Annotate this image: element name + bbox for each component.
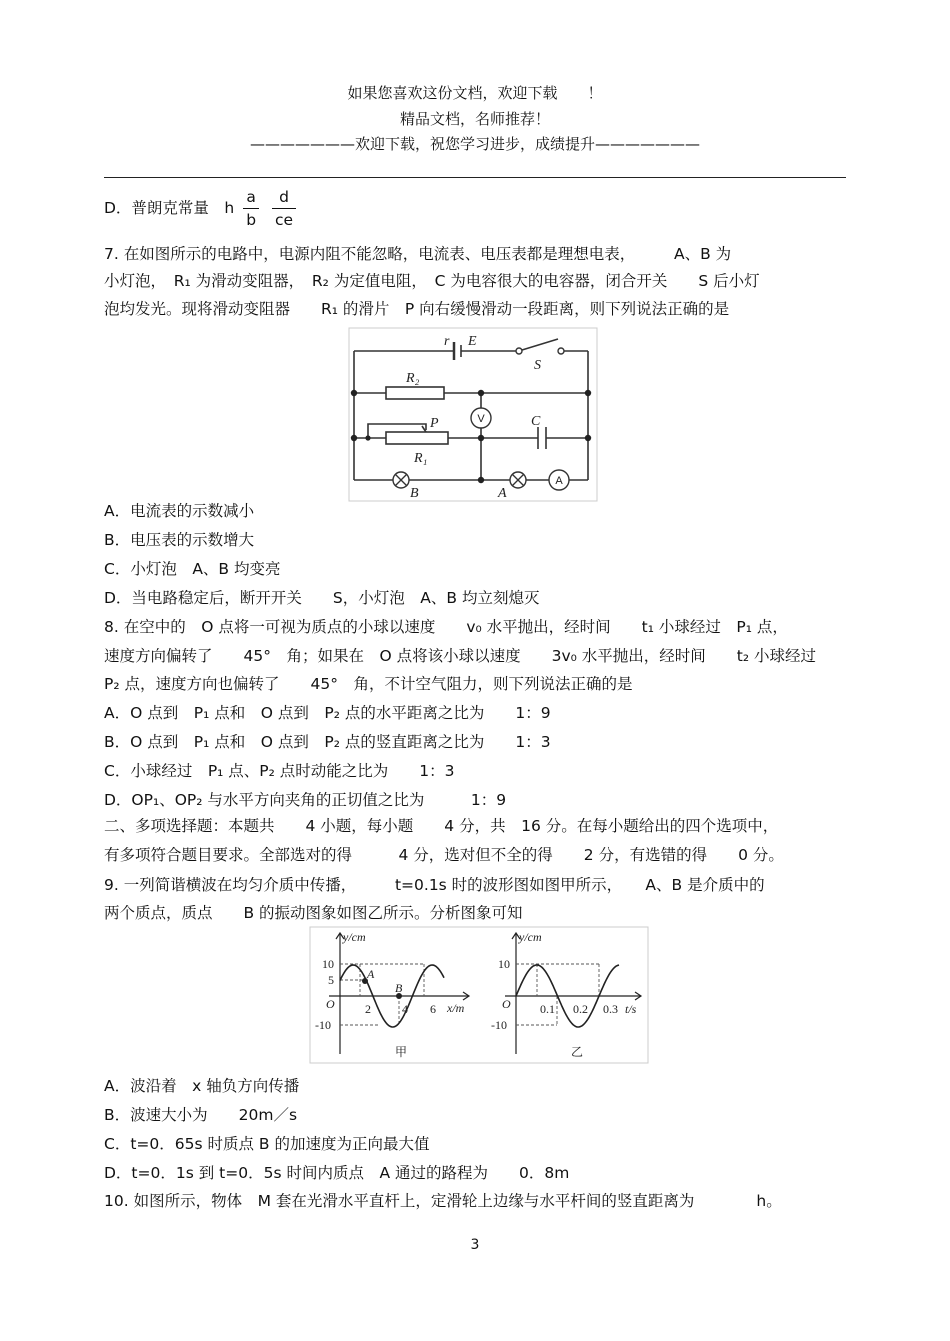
yi-origin: O xyxy=(502,997,511,1011)
yi-tick-02: 0.2 xyxy=(573,1002,588,1016)
jia-caption: 甲 xyxy=(395,1045,408,1059)
label-R2: R₂ xyxy=(406,371,420,386)
label-R1: R₁ xyxy=(414,451,428,466)
jia-label-B: B xyxy=(395,981,403,995)
q7-option-c: C．小灯泡 A、B 均变亮 xyxy=(104,560,281,578)
jia-tick-10: 10 xyxy=(322,957,334,971)
q7-option-b: B．电压表的示数增大 xyxy=(104,531,255,549)
q8-line-2: 速度方向偏转了 45° 角；如果在 O 点将该小球以速度 3v₀ 水平抛出，经时间 t₂ 小球经过 xyxy=(104,647,816,665)
fraction-a-over-b: $\frac{a}{b}$ xyxy=(243,186,259,231)
q7-option-d: D．当电路稳定后，断开开关 S，小灯泡 A、B 均立刻熄灭 xyxy=(104,589,540,607)
q8-option-c: C．小球经过 P₁ 点、P₂ 点时动能之比为 1：3 xyxy=(104,762,455,780)
page-number: 3 xyxy=(470,1237,480,1253)
yi-xlabel: t/s xyxy=(625,1002,637,1016)
q9-line-2: 两个质点，质点 B 的振动图象如图乙所示。分析图象可知 xyxy=(104,904,523,922)
jia-origin: O xyxy=(326,997,335,1011)
q6-option-d xyxy=(104,186,300,231)
q9-line-1: 9. 一列简谐横波在均匀介质中传播， t=0.1s 时的波形图如图甲所示， A、B 是介质中的 xyxy=(104,876,765,894)
jia-tick-2: 2 xyxy=(365,1002,371,1016)
section2-line-1: 二、多项选择题：本题共 4 小题，每小题 4 分，共 16 分。在每小题给出的四个选项中， xyxy=(104,817,779,835)
jia-tick-6: 6 xyxy=(430,1002,436,1016)
yi-tick-10: 10 xyxy=(498,957,510,971)
q7-line-1: 7. 在如图所示的电路中，电源内阻不能忽略，电流表、电压表都是理想电表， A、B 为 xyxy=(104,245,732,263)
label-r: r xyxy=(444,334,450,349)
q6-option-d-text: D．普朗克常量 h xyxy=(104,199,235,217)
q8-option-b: B．O 点到 P₁ 点和 O 点到 P₂ 点的竖直距离之比为 1：3 xyxy=(104,733,551,751)
label-C: C xyxy=(531,414,541,429)
wave-graphs xyxy=(309,926,649,1064)
yi-ylabel: y/cm xyxy=(519,930,542,944)
jia-tick-4: 4 xyxy=(402,1002,408,1016)
ammeter-label: A xyxy=(555,475,563,487)
q8-line-3: P₂ 点，速度方向也偏转了 45° 角，不计空气阻力，则下列说法正确的是 xyxy=(104,675,633,693)
yi-tick-01: 0.1 xyxy=(540,1002,555,1016)
circuit-diagram xyxy=(348,327,598,502)
q9-option-d: D．t=0．1s 到 t=0．5s 时间内质点 A 通过的路程为 0．8m xyxy=(104,1164,570,1182)
q9-option-b: B．波速大小为 20m／s xyxy=(104,1106,298,1124)
label-S: S xyxy=(534,358,541,373)
label-P: P xyxy=(430,416,439,431)
q8-line-1: 8. 在空中的 O 点将一可视为质点的小球以速度 v₀ 水平抛出，经时间 t₁ 小球经过 P₁ 点， xyxy=(104,618,788,636)
header-line-2: 精品文档，名师推荐！ xyxy=(399,110,550,128)
q10-line-1: 10. 如图所示，物体 M 套在光滑水平直杆上，定滑轮上边缘与水平杆间的竖直距离为 h。 xyxy=(104,1192,782,1210)
jia-label-A: A xyxy=(367,967,375,981)
label-bulb-A: A xyxy=(498,486,507,501)
q7-line-2: 小灯泡， R₁ 为滑动变阻器， R₂ 为定值电阻， C 为电容很大的电容器，闭合开关 S 后小灯 xyxy=(104,272,760,290)
label-bulb-B: B xyxy=(410,486,419,501)
q8-option-a: A．O 点到 P₁ 点和 O 点到 P₂ 点的水平距离之比为 1：9 xyxy=(104,704,551,722)
q9-option-c: C．t=0．65s 时质点 B 的加速度为正向最大值 xyxy=(104,1135,430,1153)
jia-tick-5: 5 xyxy=(328,973,334,987)
yi-tick-03: 0.3 xyxy=(603,1002,618,1016)
header-line-1: 如果您喜欢这份文档，欢迎下载 ！ xyxy=(347,84,603,102)
jia-tick-neg10: -10 xyxy=(315,1018,331,1032)
jia-xlabel: x/m xyxy=(447,1001,465,1015)
header-line-3: ———————欢迎下载，祝您学习进步，成绩提升——————— xyxy=(249,135,700,153)
yi-tick-neg10: -10 xyxy=(491,1018,507,1032)
q9-option-a: A．波沿着 x 轴负方向传播 xyxy=(104,1077,300,1095)
voltmeter-label: V xyxy=(477,413,485,425)
fraction-d-over-ce: $\frac{d}{ce}$ xyxy=(272,186,296,231)
q8-option-d: D．OP₁、OP₂ 与水平方向夹角的正切值之比为 1：9 xyxy=(104,791,507,809)
label-E: E xyxy=(468,334,477,349)
yi-caption: 乙 xyxy=(571,1045,584,1059)
jia-ylabel: y/cm xyxy=(343,930,366,944)
q7-line-3: 泡均发光。现将滑动变阻器 R₁ 的滑片 P 向右缓慢滑动一段距离，则下列说法正确的是 xyxy=(104,300,730,318)
header-divider xyxy=(104,177,846,178)
section2-line-2: 有多项符合题目要求。全部选对的得 4 分，选对但不全的得 2 分，有选错的得 0 分。 xyxy=(104,846,784,864)
q7-option-a: A．电流表的示数减小 xyxy=(104,502,255,520)
